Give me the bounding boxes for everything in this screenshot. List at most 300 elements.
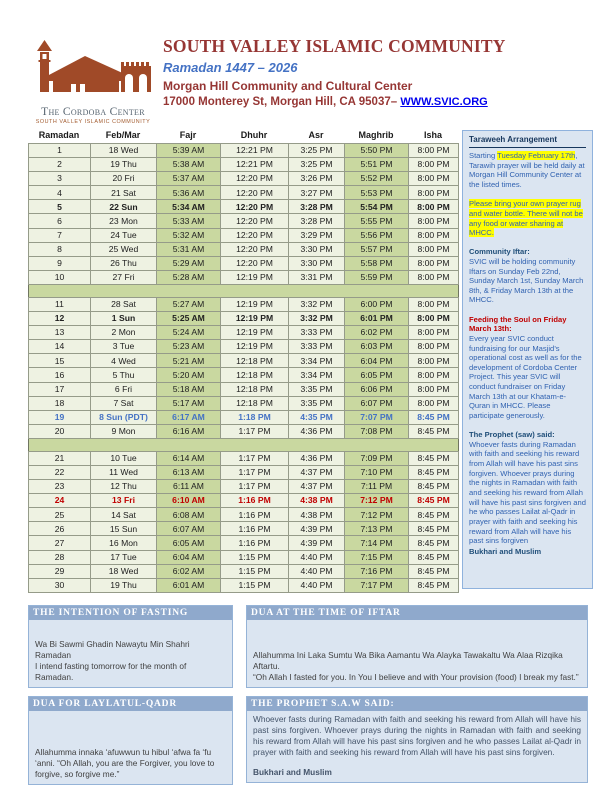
prayer-time-cell: 1:15 PM [221, 564, 289, 578]
table-row [29, 326, 459, 340]
prayer-time-cell: 5:53 PM [345, 186, 409, 200]
prayer-time-cell: 5:52 PM [345, 172, 409, 186]
table-row [29, 297, 459, 311]
prayer-time-cell: 6:17 AM [157, 410, 221, 424]
ramadan-day-cell: 8 [29, 242, 91, 256]
prayer-time-cell: 4:38 PM [289, 508, 345, 522]
date-cell: 18 Wed [91, 144, 157, 158]
prayer-time-cell: 6:07 AM [157, 522, 221, 536]
prayer-time-cell: 5:36 AM [157, 186, 221, 200]
date-cell: 23 Mon [91, 214, 157, 228]
prayer-time-cell: 8:00 PM [409, 172, 459, 186]
prayer-time-cell: 6:01 PM [345, 312, 409, 326]
prayer-time-cell: 3:26 PM [289, 172, 345, 186]
dua-transliteration: Wa Bi Sawmi Ghadin Nawaytu Min Shahri Ramadan [35, 639, 190, 661]
dua-at-iftar-box [246, 605, 588, 688]
table-row [29, 536, 459, 550]
separator-cell [29, 284, 459, 297]
box-title: DUA FOR LAYLATUL-QADR [29, 697, 232, 711]
prayer-time-cell: 6:06 PM [345, 382, 409, 396]
prayer-time-cell: 1:17 PM [221, 451, 289, 465]
prayer-time-cell: 12:20 PM [221, 172, 289, 186]
prayer-time-cell: 8:00 PM [409, 158, 459, 172]
cordoba-center-logo [26, 38, 160, 125]
ramadan-day-cell: 2 [29, 158, 91, 172]
prayer-time-cell: 8:00 PM [409, 214, 459, 228]
prayer-time-cell: 12:21 PM [221, 144, 289, 158]
prayer-time-cell: 5:25 AM [157, 312, 221, 326]
ramadan-day-cell: 1 [29, 144, 91, 158]
table-row [29, 368, 459, 382]
prayer-time-cell: 5:31 AM [157, 242, 221, 256]
text: Starting [469, 151, 498, 161]
prayer-time-cell: 7:15 PM [345, 550, 409, 564]
prayer-time-cell: 3:28 PM [289, 214, 345, 228]
prayer-time-cell: 6:01 AM [157, 578, 221, 592]
date-cell: 14 Sat [91, 508, 157, 522]
date-cell: 4 Wed [91, 354, 157, 368]
ramadan-day-cell: 25 [29, 508, 91, 522]
ramadan-day-cell: 12 [29, 312, 91, 326]
ramadan-day-cell: 21 [29, 451, 91, 465]
prayer-time-cell: 4:39 PM [289, 522, 345, 536]
table-row [29, 550, 459, 564]
table-header-row [28, 128, 458, 143]
date-cell: 25 Wed [91, 242, 157, 256]
date-cell: 19 Thu [91, 158, 157, 172]
prayer-time-cell: 6:00 PM [345, 297, 409, 311]
ramadan-day-cell: 24 [29, 494, 91, 508]
prayer-time-cell: 5:32 AM [157, 228, 221, 242]
prayer-time-cell: 5:58 PM [345, 256, 409, 270]
prayer-time-cell: 5:34 AM [157, 200, 221, 214]
prayer-time-cell: 5:59 PM [345, 270, 409, 284]
ramadan-day-cell: 22 [29, 465, 91, 479]
table-row [29, 312, 459, 326]
prayer-time-cell: 5:21 AM [157, 354, 221, 368]
prayer-time-cell: 5:55 PM [345, 214, 409, 228]
logo-name: The Cordoba Center [41, 106, 145, 118]
prayer-time-cell: 4:38 PM [289, 494, 345, 508]
prayer-time-cell: 5:29 AM [157, 256, 221, 270]
hadith-text: Whoever fasts during Ramadan with faith and seeking his reward from Allah will have his past sins forgiven. Whoever prays during the nights in Ramadan with faith and seeking his reward from Allah will have his past sins forgiven and he who passes Lailat al-Qadr in prayer with faith and seeking his reward from Allah will have his past sins forgiven. [253, 714, 581, 757]
ramadan-day-cell: 19 [29, 410, 91, 424]
prayer-time-cell: 4:36 PM [289, 424, 345, 438]
prayer-time-cell: 7:12 PM [345, 508, 409, 522]
date-cell: 10 Tue [91, 451, 157, 465]
table-row [29, 228, 459, 242]
prayer-time-cell: 8:00 PM [409, 200, 459, 214]
ramadan-day-cell: 7 [29, 228, 91, 242]
prayer-time-cell: 7:14 PM [345, 536, 409, 550]
prayer-time-cell: 6:03 PM [345, 340, 409, 354]
table-row [29, 522, 459, 536]
prayer-time-cell: 12:21 PM [221, 158, 289, 172]
prayer-time-cell: 6:13 AM [157, 465, 221, 479]
prayer-time-cell: 6:05 AM [157, 536, 221, 550]
prayer-time-cell: 5:39 AM [157, 144, 221, 158]
prayer-time-cell: 4:39 PM [289, 536, 345, 550]
spacer [469, 306, 586, 315]
date-cell: 11 Wed [91, 465, 157, 479]
prayer-time-cell: 5:28 AM [157, 270, 221, 284]
prayer-time-cell: 8:45 PM [409, 465, 459, 479]
date-cell: 13 Fri [91, 494, 157, 508]
prayer-time-cell: 5:33 AM [157, 214, 221, 228]
prayer-time-cell: 5:51 PM [345, 158, 409, 172]
prayer-time-cell: 8:00 PM [409, 242, 459, 256]
mosque-icon [33, 38, 153, 100]
column-header-asr: Asr [308, 130, 324, 140]
table-row [29, 158, 459, 172]
week-separator-band [29, 284, 459, 297]
prayer-time-cell: 4:40 PM [289, 550, 345, 564]
ramadan-day-cell: 17 [29, 382, 91, 396]
ramadan-day-cell: 30 [29, 578, 91, 592]
prayer-time-cell: 7:10 PM [345, 465, 409, 479]
spacer [469, 239, 586, 248]
prayer-time-cell: 12:20 PM [221, 186, 289, 200]
table-row [29, 508, 459, 522]
prayer-time-cell: 8:45 PM [409, 564, 459, 578]
prayer-time-cell: 8:00 PM [409, 312, 459, 326]
prayer-time-cell: 4:35 PM [289, 410, 345, 424]
text: Every year SVIC conduct fundraising for our Masjid’s operational cost as well as for the development of Cordoba Center Project. This year SVIC will conduct fundraiser on Friday March 13th at our Khatam-e-Quran in MHCC. Please participate generously. [469, 333, 582, 421]
prayer-time-cell: 8:00 PM [409, 354, 459, 368]
date-cell: 1 Sun [91, 312, 157, 326]
prayer-time-cell: 8:45 PM [409, 578, 459, 592]
section-heading: Community Iftar: [469, 247, 530, 257]
street-address: 17000 Monterey St, Morgan Hill, CA 95037– [163, 96, 401, 108]
prayer-time-cell: 8:00 PM [409, 297, 459, 311]
column-header-maghrib: Maghrib [358, 130, 394, 140]
prayer-time-cell: 8:00 PM [409, 368, 459, 382]
prayer-time-cell: 8:45 PM [409, 522, 459, 536]
date-cell: 21 Sat [91, 186, 157, 200]
prayer-time-cell: 5:54 PM [345, 200, 409, 214]
date-cell: 15 Sun [91, 522, 157, 536]
hadith-source: Bukhari and Muslim [253, 766, 332, 777]
highlighted-text: Tuesday February 17th [497, 151, 576, 161]
text: SVIC will be holding community Iftars on Sunday Feb 22nd, Sunday March 1st, Sunday March 8th, & Friday March 13th at the MHCC. [469, 256, 584, 305]
prayer-time-cell: 5:23 AM [157, 340, 221, 354]
table-row [29, 424, 459, 438]
ramadan-day-cell: 16 [29, 368, 91, 382]
prayer-time-cell: 1:17 PM [221, 465, 289, 479]
prayer-time-cell: 6:05 PM [345, 368, 409, 382]
ramadan-year-subtitle: Ramadan 1447 – 2026 [163, 60, 298, 75]
prayer-time-cell: 6:04 PM [345, 354, 409, 368]
prayer-time-cell: 6:04 AM [157, 550, 221, 564]
prayer-time-cell: 8:00 PM [409, 186, 459, 200]
prayer-time-cell: 3:27 PM [289, 186, 345, 200]
section-heading: The Prophet (saw) said: [469, 430, 555, 440]
prayer-time-cell: 5:18 AM [157, 382, 221, 396]
date-cell: 16 Mon [91, 536, 157, 550]
dua-transliteration: Allahumma innaka ‘afuwwun tu hibul ‘afwa fa ‘fu ‘anni. “Oh Allah, you are the Forgiver, you love to forgive, so forgive me.” [35, 747, 215, 780]
prayer-time-cell: 1:17 PM [221, 480, 289, 494]
announcement-paragraph [469, 440, 586, 546]
prayer-time-cell: 8:00 PM [409, 396, 459, 410]
panel-title: Taraweeh Arrangement [469, 135, 586, 148]
date-cell: 27 Fri [91, 270, 157, 284]
date-cell: 7 Sat [91, 396, 157, 410]
prayer-time-cell: 3:33 PM [289, 326, 345, 340]
prayer-time-cell: 8:45 PM [409, 410, 459, 424]
prayer-time-cell: 3:32 PM [289, 297, 345, 311]
prayer-time-cell: 5:37 AM [157, 172, 221, 186]
table-row [29, 200, 459, 214]
ramadan-day-cell: 10 [29, 270, 91, 284]
table-row [29, 242, 459, 256]
date-cell: 28 Sat [91, 297, 157, 311]
prayer-time-cell: 12:18 PM [221, 368, 289, 382]
prayer-times-table [28, 143, 459, 593]
table-row [29, 186, 459, 200]
prayer-time-cell: 5:56 PM [345, 228, 409, 242]
prayer-time-cell: 8:45 PM [409, 550, 459, 564]
date-cell: 17 Tue [91, 550, 157, 564]
date-cell: 2 Mon [91, 326, 157, 340]
dua-transliteration: Allahumma Ini Laka Sumtu Wa Bika Aamantu Wa Alayka Tawakaltu Wa Alaa Rizqika Aftartu. [253, 650, 563, 672]
prayer-time-cell: 1:16 PM [221, 522, 289, 536]
ramadan-day-cell: 27 [29, 536, 91, 550]
prayer-time-cell: 6:11 AM [157, 480, 221, 494]
date-cell: 9 Mon [91, 424, 157, 438]
date-cell: 20 Fri [91, 172, 157, 186]
week-separator-band [29, 438, 459, 451]
date-cell: 19 Thu [91, 578, 157, 592]
ramadan-day-cell: 11 [29, 297, 91, 311]
prayer-time-cell: 12:19 PM [221, 312, 289, 326]
announcement-paragraph [469, 151, 586, 190]
prayer-time-cell: 3:32 PM [289, 312, 345, 326]
spacer [469, 422, 586, 431]
highlighted-text: Please bring your own prayer rug and water bottle. There will not be any food or water sharing at MHCC. [469, 199, 583, 238]
prayer-time-cell: 4:36 PM [289, 451, 345, 465]
prayer-time-cell: 12:19 PM [221, 297, 289, 311]
table-row [29, 396, 459, 410]
date-cell: 8 Sun (PDT) [91, 410, 157, 424]
prayer-time-cell: 8:45 PM [409, 424, 459, 438]
prayer-time-cell: 12:19 PM [221, 270, 289, 284]
prayer-time-cell: 5:38 AM [157, 158, 221, 172]
prayer-time-cell: 8:00 PM [409, 144, 459, 158]
masthead [163, 36, 583, 108]
dua-translation: I intend fasting tomorrow for the month of Ramadan. [35, 661, 187, 683]
ramadan-day-cell: 3 [29, 172, 91, 186]
table-row [29, 480, 459, 494]
prayer-time-cell: 7:12 PM [345, 494, 409, 508]
ramadan-day-cell: 18 [29, 396, 91, 410]
ramadan-day-cell: 6 [29, 214, 91, 228]
page-title: SOUTH VALLEY ISLAMIC COMMUNITY [163, 36, 506, 56]
prayer-time-cell: 3:34 PM [289, 354, 345, 368]
table-row [29, 382, 459, 396]
text: Whoever fasts during Ramadan with faith and seeking his reward from Allah will have his past sins forgiven. Whoever prays during the nights in Ramadan with faith and seeking his reward from Allah will have his past sins forgiven and he who passes Lailat al-Qadr in prayer with faith and seeking his reward from Allah will have his past sins forgiven [469, 439, 586, 546]
table-row [29, 578, 459, 592]
venue-line: Morgan Hill Community and Cultural Center [163, 79, 413, 93]
column-header-isha: Isha [423, 130, 442, 140]
prayer-time-cell: 6:02 AM [157, 564, 221, 578]
prayer-time-cell: 12:20 PM [221, 256, 289, 270]
prayer-time-cell: 8:00 PM [409, 326, 459, 340]
prayer-time-cell: 6:10 AM [157, 494, 221, 508]
box-title: THE PROPHET S.A.W SAID: [247, 697, 587, 711]
prayer-time-cell: 7:13 PM [345, 522, 409, 536]
prayer-time-cell: 8:45 PM [409, 451, 459, 465]
prayer-time-cell: 8:45 PM [409, 494, 459, 508]
prayer-time-cell: 3:35 PM [289, 382, 345, 396]
prayer-time-cell: 5:17 AM [157, 396, 221, 410]
prayer-time-cell: 6:08 AM [157, 508, 221, 522]
prayer-time-cell: 7:17 PM [345, 578, 409, 592]
prayer-time-cell: 7:11 PM [345, 480, 409, 494]
table-row [29, 270, 459, 284]
prayer-time-cell: 3:34 PM [289, 368, 345, 382]
ramadan-day-cell: 29 [29, 564, 91, 578]
box-title: DUA AT THE TIME OF IFTAR [247, 606, 587, 620]
prayer-time-cell: 6:02 PM [345, 326, 409, 340]
prayer-time-cell: 4:37 PM [289, 465, 345, 479]
table-row [29, 144, 459, 158]
prayer-time-cell: 12:20 PM [221, 214, 289, 228]
prayer-time-cell: 8:00 PM [409, 340, 459, 354]
prayer-time-cell: 1:16 PM [221, 494, 289, 508]
website-link[interactable]: WWW.SVIC.ORG [400, 96, 488, 108]
table-row [29, 494, 459, 508]
table-row [29, 340, 459, 354]
prayer-time-cell: 5:20 AM [157, 368, 221, 382]
prayer-time-cell: 3:29 PM [289, 228, 345, 242]
spacer [469, 191, 586, 200]
section-heading: Feeding the Soul on Friday March 13th: [469, 314, 567, 334]
intention-of-fasting-box [28, 605, 233, 688]
prayer-time-cell: 5:50 PM [345, 144, 409, 158]
table-row [29, 172, 459, 186]
date-cell: 3 Tue [91, 340, 157, 354]
prayer-time-cell: 8:45 PM [409, 536, 459, 550]
prayer-time-cell: 12:18 PM [221, 382, 289, 396]
announcement-paragraph [469, 257, 586, 305]
ramadan-day-cell: 4 [29, 186, 91, 200]
prayer-time-cell: 6:16 AM [157, 424, 221, 438]
prayer-time-cell: 8:45 PM [409, 508, 459, 522]
box-title: THE INTENTION OF FASTING [29, 606, 232, 620]
ramadan-day-cell: 26 [29, 522, 91, 536]
prayer-time-cell: 7:08 PM [345, 424, 409, 438]
column-header-fajr: Fajr [179, 130, 197, 140]
prayer-time-cell: 8:00 PM [409, 228, 459, 242]
prayer-time-cell: 1:16 PM [221, 508, 289, 522]
date-cell: 24 Tue [91, 228, 157, 242]
table-row [29, 451, 459, 465]
ramadan-day-cell: 20 [29, 424, 91, 438]
date-cell: 18 Wed [91, 564, 157, 578]
announcement-paragraph [469, 199, 586, 238]
prayer-time-cell: 12:19 PM [221, 340, 289, 354]
dua-translation: “Oh Allah I fasted for you. In You I believe and with Your provision (food) I break my fast.” [253, 672, 579, 683]
logo-tagline: SOUTH VALLEY ISLAMIC COMMUNITY [35, 119, 151, 125]
prayer-time-cell: 7:07 PM [345, 410, 409, 424]
prayer-time-cell: 12:18 PM [221, 354, 289, 368]
prayer-time-cell: 4:40 PM [289, 564, 345, 578]
prayer-time-cell: 8:00 PM [409, 382, 459, 396]
table-row [29, 256, 459, 270]
prayer-time-cell: 12:18 PM [221, 396, 289, 410]
prayer-time-cell: 1:18 PM [221, 410, 289, 424]
prayer-time-cell: 3:30 PM [289, 256, 345, 270]
prayer-time-cell: 1:17 PM [221, 424, 289, 438]
column-header-date: Feb/Mar [105, 130, 141, 140]
separator-cell [29, 438, 459, 451]
prayer-time-cell: 1:15 PM [221, 550, 289, 564]
ramadan-day-cell: 23 [29, 480, 91, 494]
column-header-ramadan: Ramadan [38, 130, 80, 140]
table-row [29, 354, 459, 368]
prayer-time-cell: 5:27 AM [157, 297, 221, 311]
ramadan-day-cell: 15 [29, 354, 91, 368]
date-cell: 22 Sun [91, 200, 157, 214]
prayer-time-cell: 3:25 PM [289, 144, 345, 158]
prophet-said-box [246, 696, 588, 783]
dua-laylatul-qadr-box [28, 696, 233, 785]
announcement-paragraph [469, 334, 586, 421]
announcements-panel [462, 130, 593, 589]
prayer-time-cell: 4:40 PM [289, 578, 345, 592]
prayer-time-cell: 3:35 PM [289, 396, 345, 410]
address-line [163, 96, 583, 108]
prayer-time-cell: 3:28 PM [289, 200, 345, 214]
prayer-time-cell: 1:16 PM [221, 536, 289, 550]
prayer-time-cell: 12:20 PM [221, 228, 289, 242]
prayer-time-cell: 12:19 PM [221, 326, 289, 340]
date-cell: 6 Fri [91, 382, 157, 396]
prayer-time-cell: 8:00 PM [409, 270, 459, 284]
table-row [29, 564, 459, 578]
ramadan-day-cell: 13 [29, 326, 91, 340]
prayer-time-cell: 8:45 PM [409, 480, 459, 494]
ramadan-day-cell: 14 [29, 340, 91, 354]
prayer-time-cell: 3:30 PM [289, 242, 345, 256]
date-cell: 5 Thu [91, 368, 157, 382]
prayer-time-cell: 12:20 PM [221, 200, 289, 214]
prayer-time-cell: 3:31 PM [289, 270, 345, 284]
ramadan-day-cell: 9 [29, 256, 91, 270]
prayer-time-cell: 1:15 PM [221, 578, 289, 592]
prayer-time-cell: 3:25 PM [289, 158, 345, 172]
prayer-time-cell: 6:07 PM [345, 396, 409, 410]
ramadan-day-cell: 5 [29, 200, 91, 214]
prayer-time-cell: 8:00 PM [409, 256, 459, 270]
prayer-time-cell: 12:20 PM [221, 242, 289, 256]
ramadan-day-cell: 28 [29, 550, 91, 564]
prayer-time-cell: 3:33 PM [289, 340, 345, 354]
prayer-time-cell: 6:14 AM [157, 451, 221, 465]
table-row [29, 465, 459, 479]
date-cell: 12 Thu [91, 480, 157, 494]
table-row [29, 214, 459, 228]
prayer-time-cell: 7:09 PM [345, 451, 409, 465]
prayer-time-cell: 7:16 PM [345, 564, 409, 578]
section-heading: Bukhari and Muslim [469, 546, 542, 556]
prayer-time-cell: 5:24 AM [157, 326, 221, 340]
table-row [29, 410, 459, 424]
prayer-time-cell: 5:57 PM [345, 242, 409, 256]
text: , Tarawih prayer will be held daily at Morgan Hill Community Center at the listed times. [469, 151, 585, 190]
date-cell: 26 Thu [91, 256, 157, 270]
prayer-time-cell: 4:37 PM [289, 480, 345, 494]
